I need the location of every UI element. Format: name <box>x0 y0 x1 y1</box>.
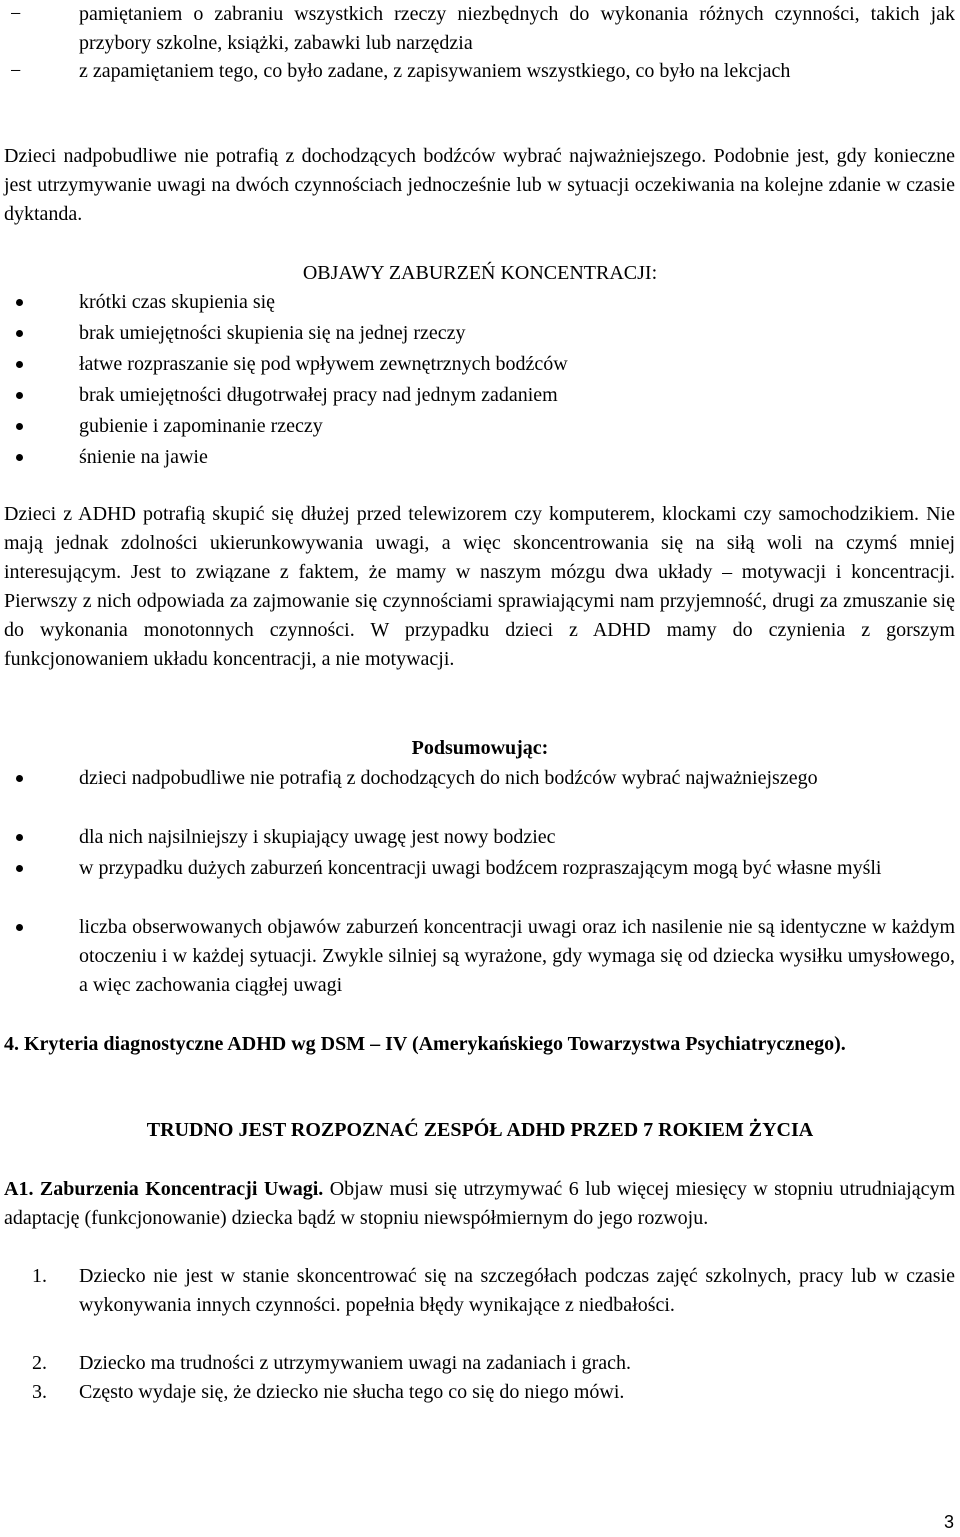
symptom-text: brak umiejętności długotrwałej pracy nad jednym zadaniem <box>79 384 558 406</box>
symptom-text: krótki czas skupienia się <box>79 291 276 313</box>
dash-marker: − <box>10 60 22 82</box>
section-4-heading: 4. Kryteria diagnostyczne ADHD wg DSM – IV (Amerykańskiego Towarzystwa Psychiatrycznego). <box>4 1033 846 1055</box>
criterion-text: Dziecko nie jest w stanie skoncentrować się na szczegółach podczas zajęć szkolnych, pracy lub w czasie wykonywania innych czynności. popełnia błędy wynikające z niedbałości. <box>79 1265 955 1316</box>
symptom-text: gubienie i zapominanie rzeczy <box>79 415 323 437</box>
criterion-number: 2. <box>32 1352 47 1374</box>
summary-text: dla nich najsilniejszy i skupiający uwagę jest nowy bodziec <box>79 826 556 848</box>
criterion-text: Często wydaje się, że dziecko nie słucha tego co się do niego mówi. <box>79 1381 625 1403</box>
paragraph-distraction: Dzieci nadpobudliwe nie potrafią z dochodzących bodźców wybrać najważniejszego. Podobnie jest, gdy konieczne jest utrzymywanie uwagi na dwóch czynnościach jednocześnie lub w sytuacji oczekiwania na kolejne zdanie w czasie dyktanda. <box>4 145 955 225</box>
dash-item-text: z zapamiętaniem tego, co było zadane, z zapisywaniem wszystkiego, co było na lekcjach <box>79 60 791 82</box>
dash-marker: − <box>10 3 22 25</box>
summary-text: w przypadku dużych zaburzeń koncentracji uwagi bodźcem rozpraszającym mogą być własne myśli <box>79 857 882 879</box>
summary-heading: Podsumowując: <box>411 737 549 759</box>
criterion-number: 1. <box>32 1265 47 1287</box>
summary-text: dzieci nadpobudliwe nie potrafią z dochodzących do nich bodźców wybrać najważniejszego <box>79 767 818 789</box>
page-number: 3 <box>943 1512 954 1532</box>
age-heading: TRUDNO JEST ROZPOZNAĆ ZESPÓŁ ADHD PRZED 7 ROKIEM ŻYCIA <box>146 1119 814 1141</box>
criterion-a1-text: Objaw musi się utrzymywać 6 lub więcej miesięcy w stopniu utrudniającym adaptację (funkcjonowanie) dziecka bądź w stopniu niewspółmiernym do jego rozwoju. <box>4 1178 955 1229</box>
paragraph-adhd-focus: Dzieci z ADHD potrafią skupić się dłużej przed telewizorem czy komputerem, klockami czy samochodzikiem. Nie mają jednak zdolności ukierunkowywania uwagi, a więc skoncentrowania się na siłą woli na czymś mniej interesującym. Jest to związane z faktem, że mamy w naszym mózgu dwa układy – motywacji i koncentracji. Pierwszy z nich odpowiada za zajmowanie się czynnościami sprawiającymi nam przyjemność, drugi za zmuszanie się do wykonania monotonnych czynności. W przypadku dzieci z ADHD mamy do czynienia z gorszym funkcjonowaniem układu koncentracji, a nie motywacji. <box>4 503 955 670</box>
symptoms-heading: OBJAWY ZABURZEŃ KONCENTRACJI: <box>302 262 658 284</box>
symptom-text: brak umiejętności skupienia się na jednej rzeczy <box>79 322 466 344</box>
dash-item-text: pamiętaniem o zabraniu wszystkich rzeczy niezbędnych do wykonania różnych czynności, takich jak przybory szkolne, książki, zabawki lub narzędzia <box>79 3 955 54</box>
criterion-a1-title: A1. Zaburzenia Koncentracji Uwagi. <box>4 1178 324 1200</box>
criterion-text: Dziecko ma trudności z utrzymywaniem uwagi na zadaniach i grach. <box>79 1352 632 1374</box>
symptom-text: łatwe rozpraszanie się pod wpływem zewnętrznych bodźców <box>79 353 568 375</box>
summary-text: liczba obserwowanych objawów zaburzeń koncentracji uwagi oraz ich nasilenie nie są identyczne w każdym otoczeniu i w każdej sytuacji. Zwykle silniej są wyrażone, gdy wymaga się od dziecka wysiłku umysłowego, a więc zachowania ciągłej uwagi <box>79 916 955 996</box>
criterion-number: 3. <box>32 1381 47 1403</box>
symptom-text: śnienie na jawie <box>79 446 208 468</box>
criterion-a1-paragraph <box>4 1175 955 1233</box>
